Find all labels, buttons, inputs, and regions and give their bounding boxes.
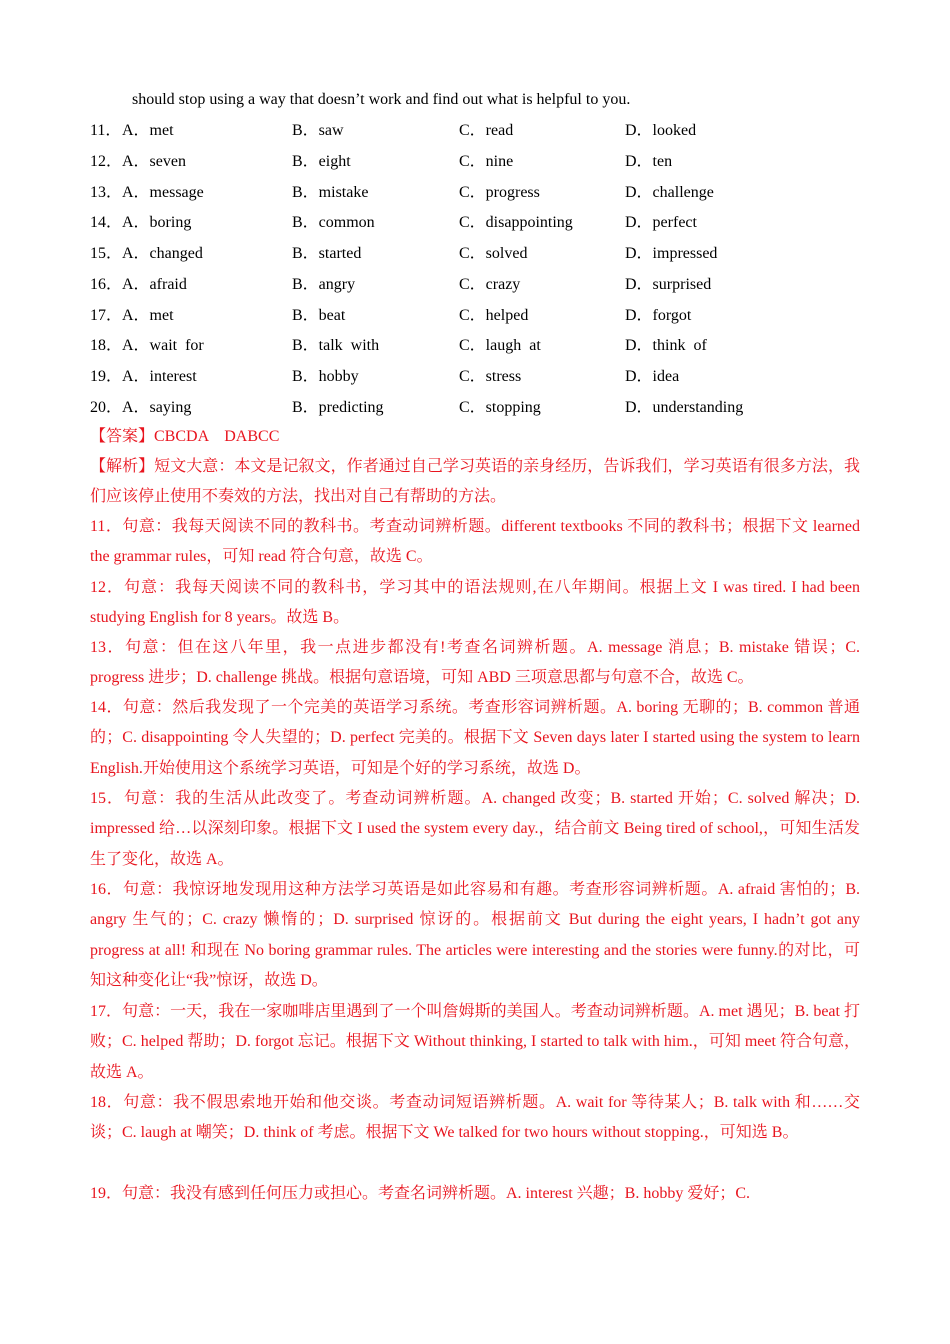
option-d: D．idea (625, 368, 680, 385)
question-number: 13． (90, 184, 123, 201)
option-c: C．laugh at (459, 337, 541, 354)
option-c: C．helped (459, 307, 529, 324)
option-a: A．interest (122, 368, 197, 385)
explanation-17: 17．句意：一天，我在一家咖啡店里遇到了一个叫詹姆斯的美国人。考查动词辨析题。A. met 遇见；B. beat 打败；C. helped 帮助；D. forgot 忘记。根据下文 Without thinking, I started to talk with him.，可知 meet 符合句意，故选 A。 (90, 1003, 860, 1081)
explanation-summary: 【解析】短文大意：本文是记叙文，作者通过自己学习英语的亲身经历，告诉我们，学习英语有很多方法，我们应该停止使用不奏效的方法，找出对自己有帮助的方法。 (90, 458, 860, 506)
explanation-13: 13．句意：但在这八年里，我一点进步都没有!考查名词辨析题。A. message 消息；B. mistake 错误；C. progress 进步；D. challenge 挑战。根据句意语境，可知 ABD 三项意思都与句意不合，故选 C。 (90, 639, 860, 687)
question-number: 20． (90, 399, 123, 416)
passage-last-line: should stop using a way that doesn’t work and find out what is helpful to you. (132, 91, 631, 108)
option-d: D．looked (625, 122, 697, 139)
explanation-18: 18．句意：我不假思索地开始和他交谈。考查动词短语辨析题。A. wait for 等待某人；B. talk with 和……交谈；C. laugh at 嘲笑；D. think of 考虑。根据下文 We talked for two hours without stopping.，可知选 B。 (90, 1094, 860, 1142)
option-b: B．angry (292, 276, 356, 293)
option-d: D．ten (625, 153, 673, 170)
explanation-14: 14．句意：然后我发现了一个完美的英语学习系统。考查形容词辨析题。A. boring 无聊的；B. common 普通的；C. disappointing 令人失望的；D. perfect 完美的。根据下文 Seven days later I started using the system to learn English.开始使用这个系统学习英语，可知是个好的学习系统，故选 D。 (90, 699, 860, 777)
option-a: A．boring (122, 214, 192, 231)
question-number: 16． (90, 276, 123, 293)
option-a: A．seven (122, 153, 186, 170)
question-number: 11． (90, 122, 122, 139)
option-b: B．predicting (292, 399, 384, 416)
option-a: A．met (122, 307, 174, 324)
option-b: B．talk with (292, 337, 380, 354)
option-c: C．read (459, 122, 514, 139)
option-c: C．progress (459, 184, 540, 201)
question-number: 19． (90, 368, 123, 385)
option-b: B．mistake (292, 184, 369, 201)
option-b: B．beat (292, 307, 346, 324)
option-a: A．afraid (122, 276, 187, 293)
option-d: D．forgot (625, 307, 692, 324)
question-number: 15． (90, 245, 123, 262)
explanation-16: 16．句意：我惊讶地发现用这种方法学习英语是如此容易和有趣。考查形容词辨析题。A. afraid 害怕的；B. angry 生气的；C. crazy 懒惰的；D. surprised 惊讶的。根据前文 But during the eight years, I hadn’t got any progress at all! 和现在 No boring grammar rules. The articles were interesting and the stories were funny.的对比，可知这种变化让“我”惊讶，故选 D。 (90, 881, 860, 989)
option-a: A．message (122, 184, 204, 201)
explanation-12: 12．句意：我每天阅读不同的教科书，学习其中的语法规则,在八年期间。根据上文 I was tired. I had been studying English for 8 years。故选 B。 (90, 579, 860, 627)
option-a: A．changed (122, 245, 203, 262)
option-b: B．eight (292, 153, 351, 170)
option-c: C．solved (459, 245, 528, 262)
option-b: B．hobby (292, 368, 359, 385)
option-c: C．stress (459, 368, 522, 385)
option-d: D．challenge (625, 184, 714, 201)
option-d: D．think of (625, 337, 707, 354)
option-d: D．perfect (625, 214, 697, 231)
option-b: B．saw (292, 122, 344, 139)
option-a: A．met (122, 122, 174, 139)
option-c: C．crazy (459, 276, 521, 293)
option-b: B．common (292, 214, 375, 231)
question-number: 17． (90, 307, 123, 324)
option-d: D．impressed (625, 245, 718, 262)
explanation-15: 15．句意：我的生活从此改变了。考查动词辨析题。A. changed 改变；B. started 开始；C. solved 解决；D. impressed 给…以深刻印象。根据下文 I used the system every day.，结合前文 Being tired of school,，可知生活发生了变化，故选 A。 (90, 790, 860, 868)
explanation-11: 11．句意：我每天阅读不同的教科书。考查动词辨析题。different textbooks 不同的教科书；根据下文 learned the grammar rules，可知 read 符合句意，故选 C。 (90, 518, 860, 566)
option-b: B．started (292, 245, 362, 262)
question-number: 14． (90, 214, 123, 231)
option-c: C．disappointing (459, 214, 573, 231)
question-number: 12． (90, 153, 123, 170)
option-c: C．stopping (459, 399, 541, 416)
option-c: C．nine (459, 153, 514, 170)
explanation-19: 19．句意：我没有感到任何压力或担心。考查名词辨析题。A. interest 兴趣；B. hobby 爱好；C. (90, 1185, 750, 1202)
answer-key: 【答案】CBCDA DABCC (90, 428, 280, 445)
question-number: 18． (90, 337, 123, 354)
option-d: D．understanding (625, 399, 744, 416)
option-a: A．wait for (122, 337, 204, 354)
option-d: D．surprised (625, 276, 712, 293)
option-a: A．saying (122, 399, 192, 416)
